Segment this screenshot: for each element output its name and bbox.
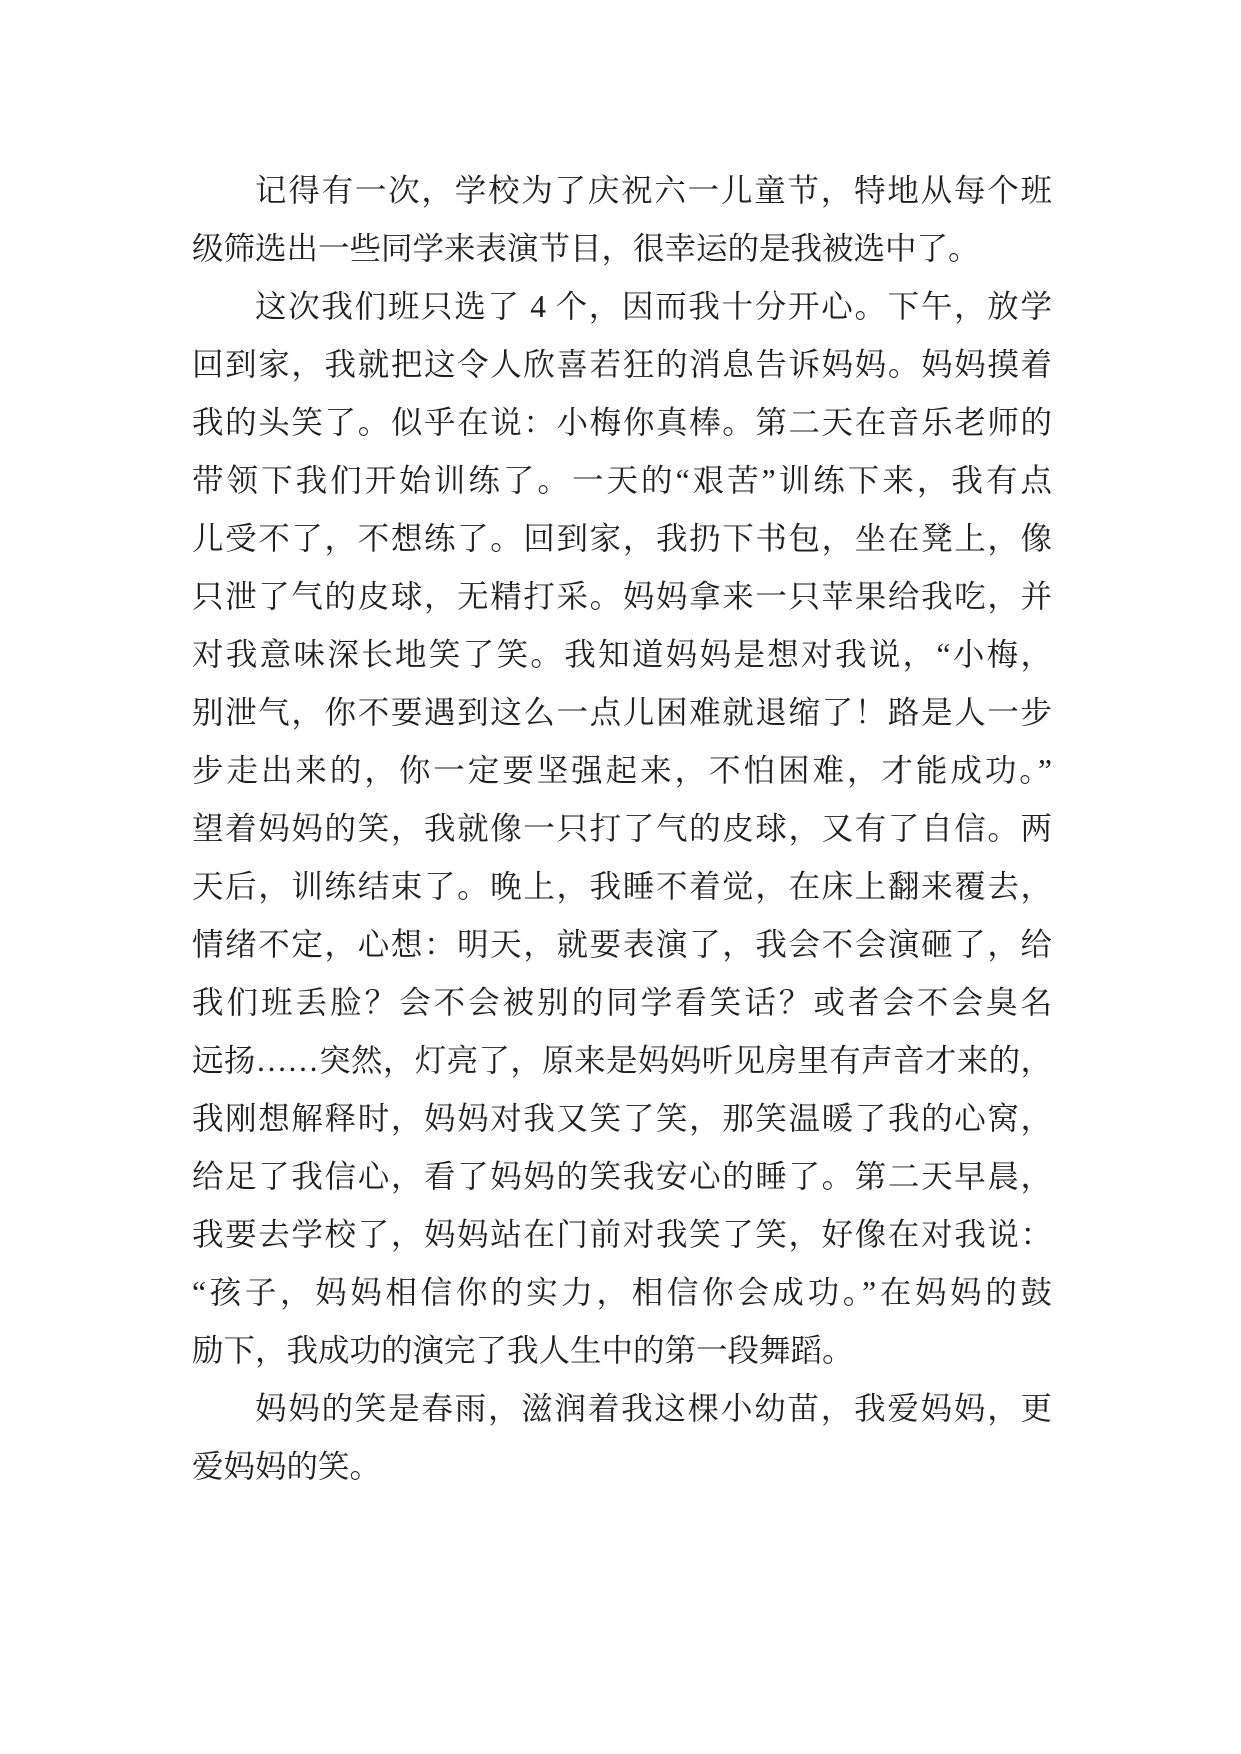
text-line: 回到家，我就把这令人欣喜若狂的消息告诉妈妈。妈妈摸着 [192,347,1052,382]
paragraph-1 [192,162,1052,278]
text-line: 我要去学校了，妈妈站在门前对我笑了笑，好像在对我说： [192,1217,1052,1252]
text-line: “孩子，妈妈相信你的实力，相信你会成功。”在妈妈的鼓 [192,1275,1052,1310]
text-line: 妈妈的笑是春雨，滋润着我这棵小幼苗，我爱妈妈，更 [255,1391,1052,1426]
paragraph-2 [192,278,1052,1380]
text-line: 记得有一次，学校为了庆祝六一儿童节，特地从每个班 [255,173,1052,208]
text-line: 励下，我成功的演完了我人生中的第一段舞蹈。 [192,1333,854,1368]
text-line: 远扬……突然，灯亮了，原来是妈妈听见房里有声音才来的， [192,1043,1052,1078]
text-line: 步走出来的，你一定要坚强起来，不怕困难，才能成功。” [192,753,1052,788]
text-line: 别泄气，你不要遇到这么一点儿困难就退缩了！路是人一步 [192,695,1052,730]
text-line: 给足了我信心，看了妈妈的笑我安心的睡了。第二天早晨， [192,1159,1052,1194]
text-line: 我的头笑了。似乎在说：小梅你真棒。第二天在音乐老师的 [192,405,1052,440]
text-line: 带领下我们开始训练了。一天的“艰苦”训练下来，我有点 [192,463,1052,498]
body-text [192,162,1052,1496]
text-line: 爱妈妈的笑。 [192,1449,382,1484]
text-line: 情绪不定，心想：明天，就要表演了，我会不会演砸了，给 [192,927,1052,962]
text-line: 望着妈妈的笑，我就像一只打了气的皮球，又有了自信。两 [192,811,1052,846]
text-line: 对我意味深长地笑了笑。我知道妈妈是想对我说，“小梅， [192,637,1052,672]
text-line: 我刚想解释时，妈妈对我又笑了笑，那笑温暖了我的心窝， [192,1101,1052,1136]
text-line: 级筛选出一些同学来表演节目，很幸运的是我被选中了。 [192,231,980,266]
text-line: 这次我们班只选了 4 个，因而我十分开心。下午，放学 [255,289,1052,324]
text-line: 天后，训练结束了。晚上，我睡不着觉，在床上翻来覆去， [192,869,1052,904]
text-line: 儿受不了，不想练了。回到家，我扔下书包，坐在凳上，像 [192,521,1052,556]
text-line: 我们班丢脸？会不会被别的同学看笑话？或者会不会臭名 [192,985,1052,1020]
paragraph-3 [192,1380,1052,1496]
text-line: 只泄了气的皮球，无精打采。妈妈拿来一只苹果给我吃，并 [192,579,1052,614]
